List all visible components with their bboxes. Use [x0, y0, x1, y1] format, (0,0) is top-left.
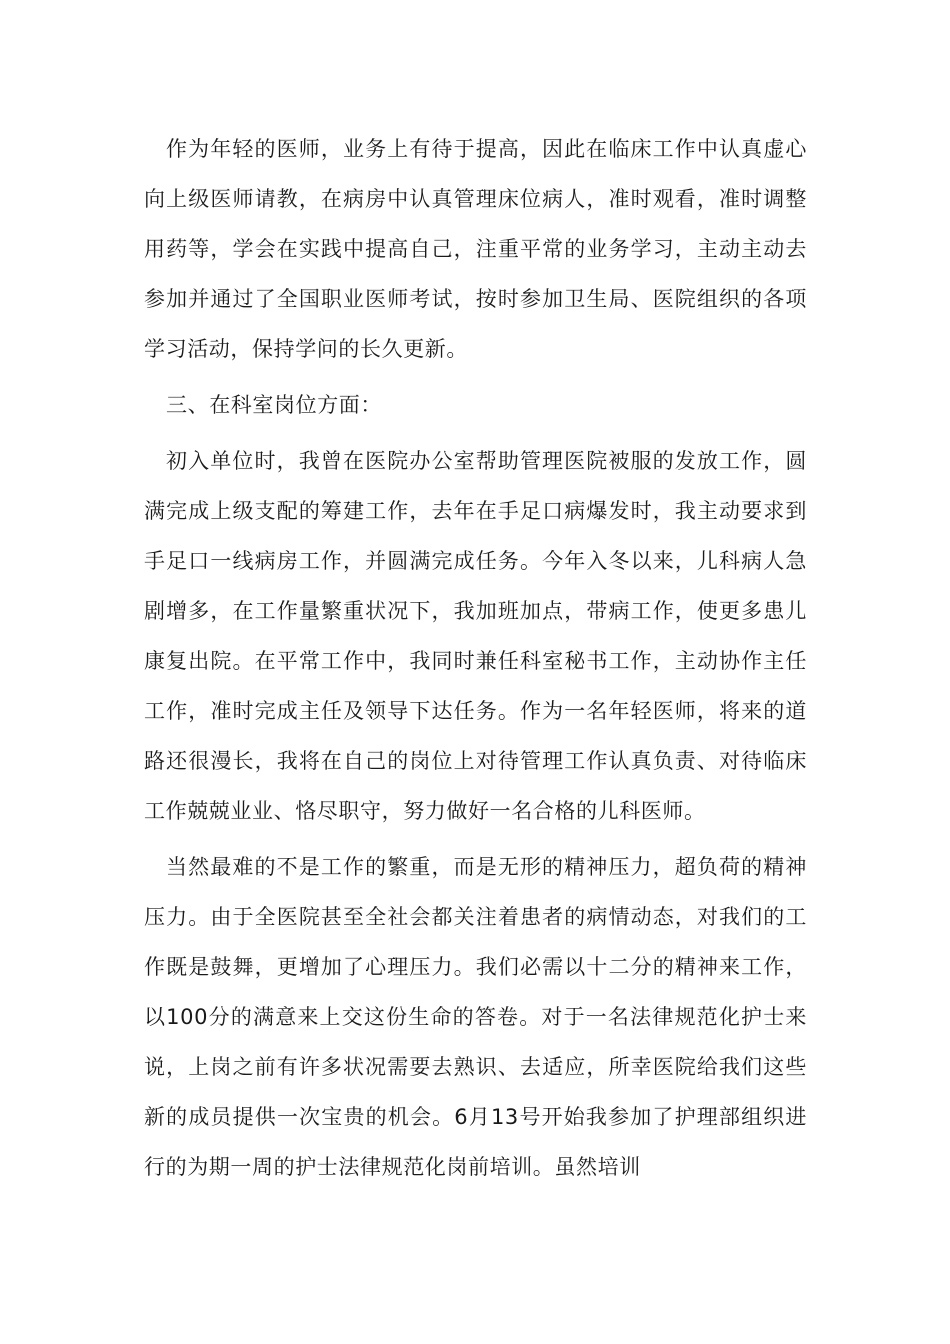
paragraph-professional-study: 作为年轻的医师，业务上有待于提高，因此在临床工作中认真虚心向上级医师请教，在病房中认真管理床位病人，准时观看，准时调整用药等，学会在实践中提高自己，注重平常的业务学习，主动主动去参加并通过了全国职业医师考试，按时参加卫生局、医院组织的各项学习活动，保持学问的长久更新。: [144, 137, 807, 361]
section-heading-department-post: 三、在科室岗位方面：: [166, 393, 382, 417]
paragraph-department-work: 初入单位时，我曾在医院办公室帮助管理医院被服的发放工作，圆满完成上级支配的筹建工作，去年在手足口病爆发时，我主动要求到手足口一线病房工作，并圆满完成任务。今年入冬以来，儿科病人急剧增多，在工作量繁重状况下，我加班加点，带病工作，使更多患儿康复出院。在平常工作中，我同时兼任科室秘书工作，主动协作主任工作，准时完成主任及领导下达任务。作为一名年轻医师，将来的道路还很漫长，我将在自己的岗位上对待管理工作认真负责、对待临床工作兢兢业业、恪尽职守，努力做好一名合格的儿科医师。: [144, 449, 807, 823]
paragraph-mental-pressure: 当然最难的不是工作的繁重，而是无形的精神压力，超负荷的精神压力。由于全医院甚至全社会都关注着患者的病情动态，对我们的工作既是鼓舞，更增加了心理压力。我们必需以十二分的精神来工作，以100分的满意来上交这份生命的答卷。对于一名法律规范化护士来说，上岗之前有许多状况需要去熟识、去适应，所幸医院给我们这些新的成员提供一次宝贵的机会。6月13号开始我参加了护理部组织进行的为期一周的护士法律规范化岗前培训。虽然培训: [144, 855, 807, 1179]
document-body: [144, 124, 807, 1192]
